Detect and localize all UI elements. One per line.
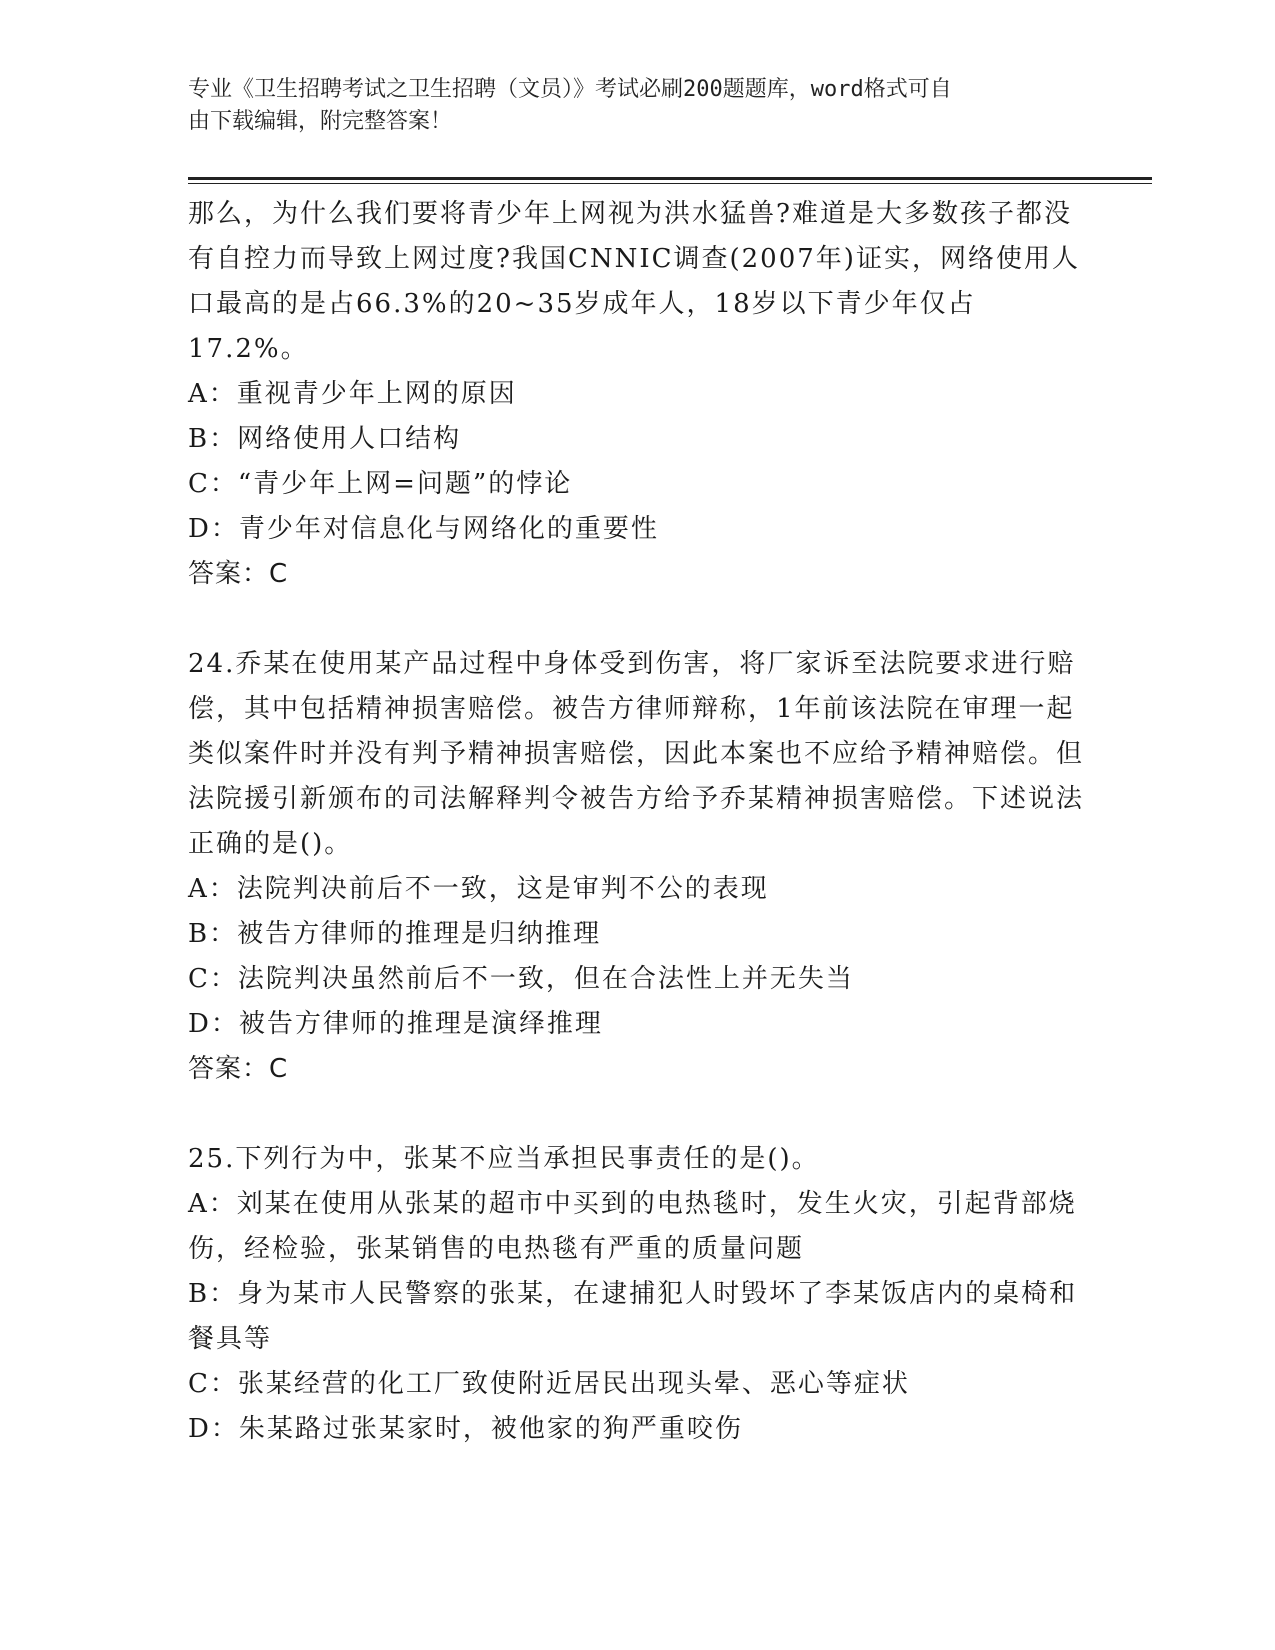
question-23-option-a: A：重视青少年上网的原因 <box>188 379 517 409</box>
question-24-option-c: C：法院判决虽然前后不一致，但在合法性上并无失当 <box>188 964 854 994</box>
question-23-stem: 那么，为什么我们要将青少年上网视为洪水猛兽?难道是大多数孩子都没有自控力而导致上网过度?我国CNNIC调查(2007年)证实，网络使用人口最高的是占66.3%的20~35岁成年人，18岁以下青少年仅占17.2%。 <box>188 199 1080 364</box>
spacer <box>188 1092 1088 1137</box>
header-rule-thick <box>188 177 1152 180</box>
question-23-option-d: D：青少年对信息化与网络化的重要性 <box>188 514 659 544</box>
question-23-option-c: C：“青少年上网=问题”的悖论 <box>188 469 573 499</box>
question-25-option-a: A：刘某在使用从张某的超市中买到的电热毯时，发生火灾，引起背部烧伤，经检验，张某销售的电热毯有严重的质量问题 <box>188 1189 1077 1264</box>
question-24-answer: 答案：C <box>188 1054 289 1084</box>
question-25-option-c: C：张某经营的化工厂致使附近居民出现头晕、恶心等症状 <box>188 1369 910 1399</box>
question-24-option-b: B：被告方律师的推理是归纳推理 <box>188 919 602 949</box>
question-25-stem: 25.下列行为中，张某不应当承担民事责任的是()。 <box>188 1144 820 1174</box>
spacer <box>188 597 1088 642</box>
question-24-option-d: D：被告方律师的推理是演绎推理 <box>188 1009 603 1039</box>
question-24-option-a: A：法院判决前后不一致，这是审判不公的表现 <box>188 874 769 904</box>
document-body <box>188 192 1088 1452</box>
question-24-stem: 24.乔某在使用某产品过程中身体受到伤害，将厂家诉至法院要求进行赔偿，其中包括精神损害赔偿。被告方律师辩称，1年前该法院在审理一起类似案件时并没有判予精神损害赔偿，因此本案也不应给予精神赔偿。但法院援引新颁布的司法解释判令被告方给予乔某精神损害赔偿。下述说法正确的是()。 <box>188 649 1085 859</box>
question-23-answer: 答案：C <box>188 559 289 589</box>
question-25-option-b: B：身为某市人民警察的张某，在逮捕犯人时毁坏了李某饭店内的桌椅和餐具等 <box>188 1279 1078 1354</box>
document-header: 专业《卫生招聘考试之卫生招聘（文员）》考试必刷200题题库，word格式可自 由下载编辑，附完整答案！ <box>188 77 952 134</box>
question-25-option-d: D：朱某路过张某家时，被他家的狗严重咬伤 <box>188 1414 743 1444</box>
header-rule-thin <box>188 183 1152 184</box>
question-23-option-b: B：网络使用人口结构 <box>188 424 462 454</box>
